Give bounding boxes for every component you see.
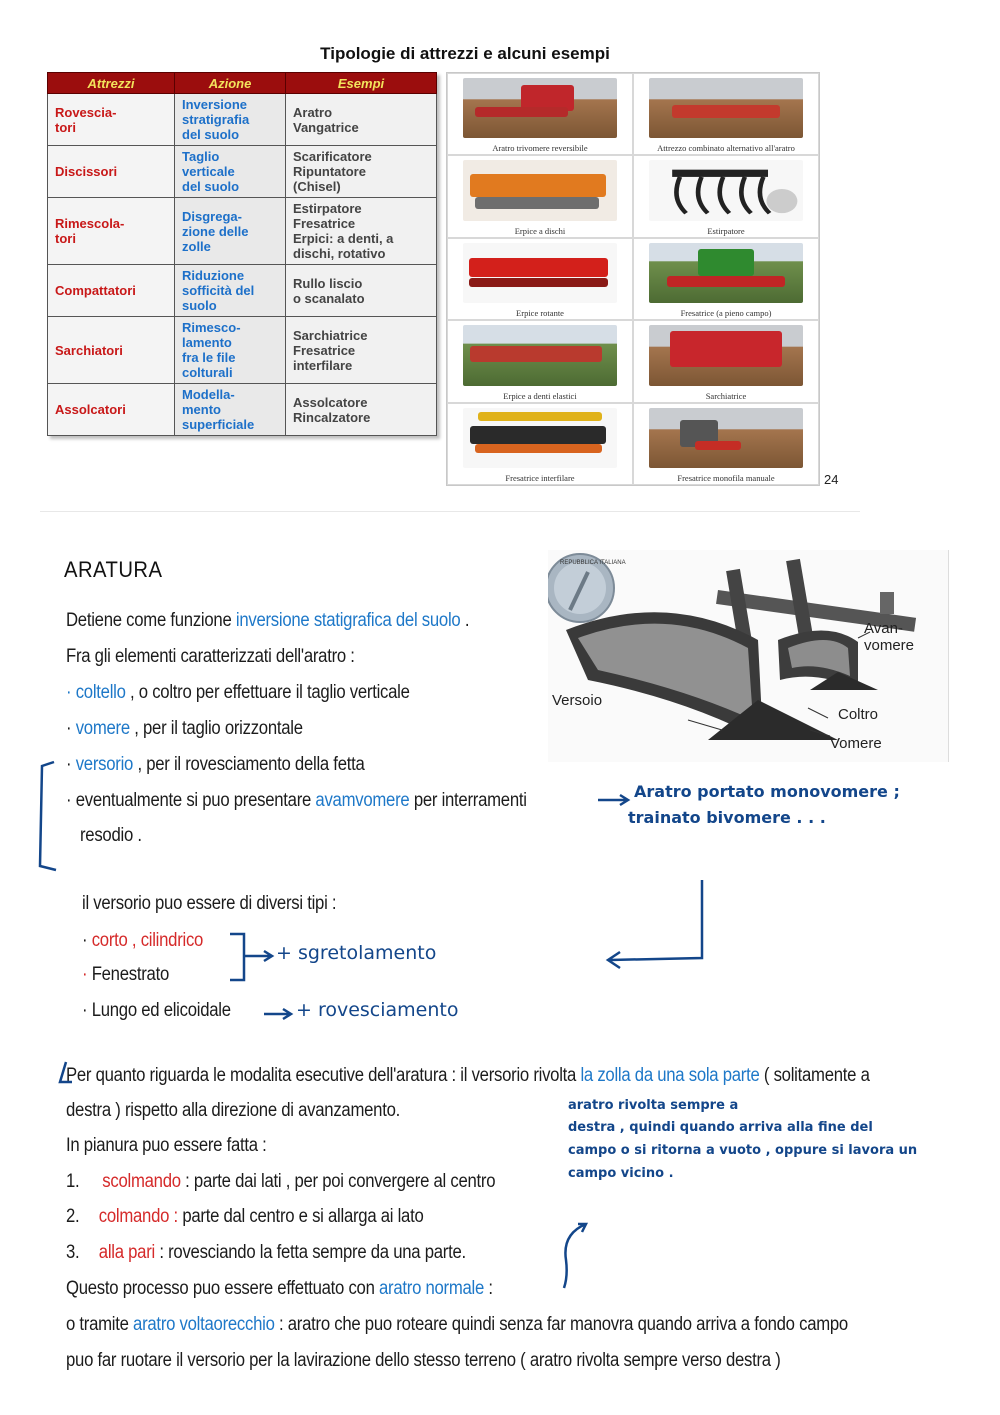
bullet-item: · versorio , per il rovesciamento della fetta [66, 754, 365, 775]
label-avanvomere [864, 620, 914, 654]
text: , o coltro per effettuare il taglio verticale [125, 682, 410, 703]
highlight-text: avamvomere [315, 790, 410, 811]
photo-cell [447, 155, 633, 237]
photo-caption: Fresatrice (a pieno campo) [680, 308, 772, 319]
attrezzo-cell: Rimescola- tori [48, 198, 175, 265]
list-number: 1. [66, 1171, 80, 1192]
plough-figure [548, 550, 949, 762]
highlight-text: colmando : [98, 1206, 178, 1227]
handwritten-note: campo o si ritorna a vuoto , oppure si lavora un [568, 1143, 918, 1158]
text: , per il taglio orizzontale [129, 718, 303, 739]
esempi-cell: Estirpatore Fresatrice Erpici: a denti, a dischi, rotativo [286, 198, 437, 265]
text: : [484, 1278, 493, 1299]
label-text: Avan- [864, 620, 903, 637]
bullet-item: · corto , cilindrico [82, 930, 204, 951]
notes-line [66, 1278, 493, 1300]
text: . [460, 610, 470, 631]
photo-caption: Fresatrice monofila manuale [677, 473, 775, 483]
esempi-cell: Sarchiatrice Fresatrice interfilare [286, 317, 437, 384]
text: Fenestrato [91, 964, 169, 985]
notes-line: Fra gli elementi caratterizzati dell'aratro : [66, 646, 355, 667]
list-item [66, 1171, 495, 1193]
highlight-text: coltello [75, 682, 126, 703]
text: Lungo ed elicoidale [91, 1000, 231, 1021]
esempi-cell: Assolcatore Rincalzatore [286, 384, 437, 436]
azione-cell: Inversione stratigrafia del suolo [175, 94, 286, 146]
photo-cell [447, 320, 633, 402]
list-number: 2. [66, 1206, 80, 1227]
handwritten-note: + sgretolamento [276, 942, 437, 964]
slide-title: Tipologie di attrezzi e alcuni esempi [320, 44, 610, 63]
label-versoio: Versoio [552, 692, 603, 709]
spring-tine-harrow-photo [463, 325, 618, 385]
text: Per quanto riguarda le modalita esecutive dell'aratura : il versorio rivolta [66, 1065, 581, 1086]
text: Detiene come funzione [66, 610, 236, 631]
photo-caption: Erpice a denti elastici [503, 390, 577, 401]
text: o tramite [66, 1314, 134, 1335]
tools-table [47, 72, 437, 436]
table-row [48, 317, 437, 384]
table-row [48, 198, 437, 265]
table-row [48, 146, 437, 198]
arrow-icon [262, 1004, 298, 1024]
list-number: 3. [66, 1242, 80, 1263]
highlight-text: scolmando [102, 1171, 181, 1192]
highlight-text: la zolla da una sola parte [580, 1065, 760, 1086]
highlight-text: versorio [75, 754, 134, 775]
photo-caption: Sarchiatrice [705, 390, 747, 401]
notes-line [66, 1065, 870, 1087]
table-header-row [48, 73, 437, 94]
photo-cell [633, 403, 819, 485]
bullet-item: · vomere , per il taglio orizzontale [66, 718, 303, 739]
photo-cell [447, 238, 633, 320]
bullet-item: · coltello , o coltro per effettuare il taglio verticale [66, 682, 410, 703]
divider [40, 511, 860, 512]
bracket-icon [226, 930, 278, 986]
photo-caption: Attrezzo combinato alternativo all'aratro [657, 143, 795, 154]
attrezzo-cell: Sarchiatori [48, 317, 175, 384]
photo-caption: Aratro trivomere reversibile [492, 143, 588, 154]
handwritten-note: Aratro portato monovomere ; [634, 782, 900, 801]
bullet-item: · Fenestrato [82, 964, 169, 985]
attrezzo-cell: Rovescia- tori [48, 94, 175, 146]
photo-caption: Erpice rotante [516, 308, 564, 319]
text: per interramenti [409, 790, 527, 811]
highlight-text: vomere [75, 718, 130, 739]
highlight-text: aratro normale [379, 1278, 485, 1299]
esempi-cell: Scarificatore Ripuntatore (Chisel) [286, 146, 437, 198]
bracket-icon [56, 1060, 76, 1086]
combined-tool-photo [649, 78, 804, 138]
text: : rovesciando la fetta sempre da una parte. [154, 1242, 466, 1263]
table-row [48, 265, 437, 317]
azione-cell: Rimesco- lamento fra le file colturali [175, 317, 286, 384]
text: : aratro che puo roteare quindi senza far manovra quando arriva a fondo campo [274, 1314, 848, 1335]
highlight-text: alla pari [98, 1242, 155, 1263]
highlight-text: inversione statigrafica del suolo [235, 610, 461, 631]
list-item [66, 1242, 466, 1264]
esempi-cell: Rullo liscio o scanalato [286, 265, 437, 317]
bullet-item: · Lungo ed elicoidale [82, 1000, 231, 1021]
notes-line: In pianura puo essere fatta : [66, 1135, 267, 1156]
photo-cell [447, 403, 633, 485]
bracket-icon [34, 758, 64, 878]
disc-harrow-photo [463, 160, 618, 220]
coin-text: REPUBBLICA ITALIANA [560, 560, 626, 566]
photo-cell [633, 320, 819, 402]
notes-line [66, 1314, 848, 1336]
column-header: Azione [175, 73, 286, 94]
text: eventualmente si puo presentare [75, 790, 316, 811]
attrezzo-cell: Compattatori [48, 265, 175, 317]
photo-grid [446, 72, 820, 486]
list-item [66, 1206, 424, 1228]
notes-line: destra ) rispetto alla direzione di avanzamento. [66, 1100, 401, 1121]
table-row [48, 384, 437, 436]
text: : parte dai lati , per poi convergere al centro [180, 1171, 496, 1192]
azione-cell: Modella- mento superficiale [175, 384, 286, 436]
column-header: Attrezzi [48, 73, 175, 94]
cultivator-photo [649, 160, 804, 220]
photo-cell [633, 73, 819, 155]
label-vomere: Vomere [830, 735, 882, 752]
handwritten-note: + rovesciamento [296, 999, 459, 1021]
notes-line: resodio . [80, 825, 142, 846]
photo-cell [447, 73, 633, 155]
notes-line: il versorio puo essere di diversi tipi : [82, 893, 337, 914]
handwritten-note: aratro rivolta sempre a [568, 1098, 739, 1113]
highlight-text: aratro voltaorecchio [133, 1314, 275, 1335]
page-number: 24 [824, 472, 839, 487]
label-coltro: Coltro [838, 706, 879, 723]
text: Questo processo puo essere effettuato con [66, 1278, 380, 1299]
notes-line [66, 610, 469, 632]
azione-cell: Taglio verticale del suolo [175, 146, 286, 198]
photo-cell [633, 155, 819, 237]
text: , per il rovesciamento della fetta [133, 754, 365, 775]
photo-caption: Fresatrice interfilare [505, 473, 575, 483]
handwritten-note: campo vicino . [568, 1166, 674, 1181]
text: parte dal centro e si allarga ai lato [177, 1206, 424, 1227]
highlight-text: corto , cilindrico [91, 930, 204, 951]
rotary-tiller-photo [649, 243, 804, 303]
label-text: vomere [864, 637, 915, 654]
table-row [48, 94, 437, 146]
notes-line: puo far ruotare il versorio per la lavirazione dello stesso terreno ( aratro rivolta sempre verso destra ) [66, 1350, 781, 1371]
plough-photo [463, 78, 618, 138]
azione-cell: Riduzione sofficità del suolo [175, 265, 286, 317]
bracket-icon [556, 1220, 590, 1292]
bullet-item: · eventualmente si puo presentare avamvomere per interramenti [66, 790, 527, 811]
photo-cell [633, 238, 819, 320]
section-title: ARATURA [64, 557, 163, 582]
handwritten-note: destra , quindi quando arriva alla fine del [568, 1120, 873, 1135]
walking-tiller-photo [649, 408, 804, 468]
arrow-icon [596, 876, 712, 972]
text: ( solitamente a [759, 1065, 870, 1086]
azione-cell: Disgrega- zione delle zolle [175, 198, 286, 265]
photo-caption: Estirpatore [707, 225, 745, 236]
rotary-harrow-photo [463, 243, 618, 303]
attrezzo-cell: Discissori [48, 146, 175, 198]
hoe-photo [649, 325, 804, 385]
column-header: Esempi [286, 73, 437, 94]
esempi-cell: Aratro Vangatrice [286, 94, 437, 146]
photo-caption: Erpice a dischi [514, 225, 566, 236]
attrezzo-cell: Assolcatori [48, 384, 175, 436]
inter-row-tiller-photo [463, 408, 618, 468]
arrow-icon [596, 790, 636, 810]
handwritten-note: trainato bivomere . . . [628, 808, 826, 827]
